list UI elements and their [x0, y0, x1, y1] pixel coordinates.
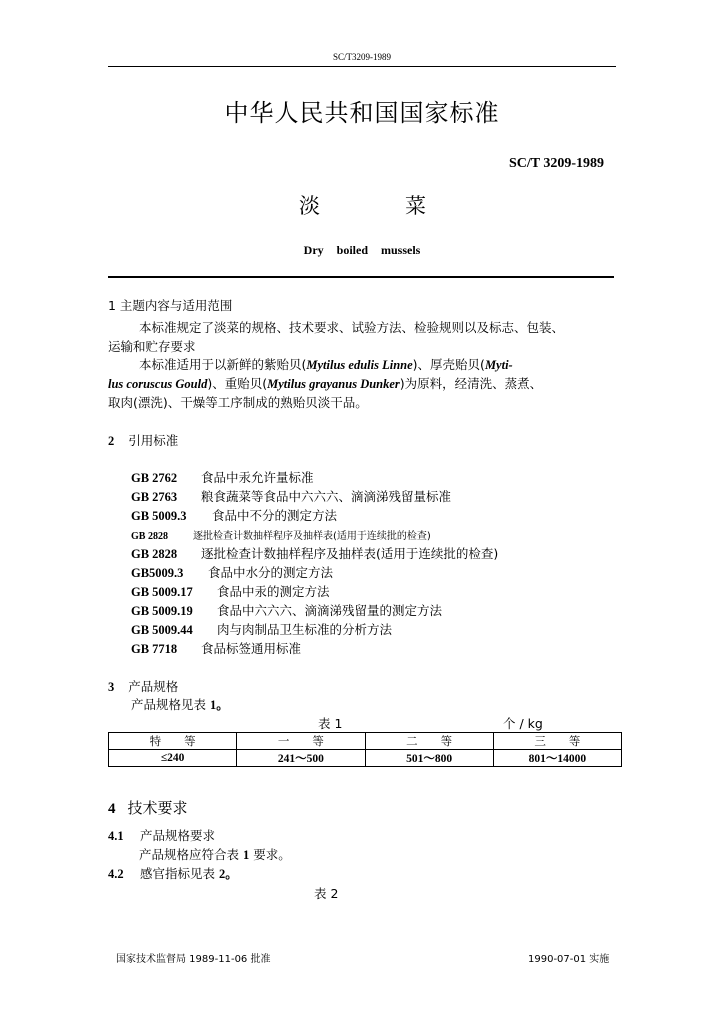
table-header-cell: 一 等	[237, 733, 365, 750]
ref-item: GB 5009.17 食品中汞的测定方法	[131, 584, 330, 599]
running-header: SC/T3209-1989	[332, 52, 391, 62]
standard-name-char1: 淡	[299, 194, 320, 218]
table-header-cell: 特 等	[109, 733, 237, 750]
section-4-1-body: 产品规格应符合表 1 要求。	[139, 847, 291, 862]
section-1-para-2-line-1: 本标准适用于以新鲜的紫贻贝(Mytilus edulis Linne)、厚壳贻贝(Myti-	[139, 357, 513, 372]
title-rule	[108, 276, 614, 278]
ref-item: GB 7718 食品标签通用标准	[131, 641, 302, 656]
ref-item: GB 5009.3 食品中不分的测定方法	[131, 508, 338, 523]
table-header-row	[109, 733, 622, 750]
section-2-heading: 2 引用标准	[108, 433, 179, 448]
section-4-2-heading: 4.2 感官指标见表 2。	[108, 866, 238, 881]
section-4-1-heading: 4.1 产品规格要求	[108, 828, 216, 843]
ref-item: GB 5009.44 肉与肉制品卫生标准的分析方法	[131, 622, 393, 637]
section-1-para-1-line-1: 本标准规定了淡菜的规格、技术要求、试验方法、检验规则以及标志、包装、	[139, 320, 565, 335]
document-title: 中华人民共和国国家标准	[224, 99, 500, 127]
table-header-cell: 三 等	[493, 733, 621, 750]
table-cell: 801～14000	[493, 750, 621, 767]
table-1-caption: 表 1	[318, 716, 343, 731]
ref-item-small: GB 2828 逐批检查计数抽样程序及抽样表(适用于连续批的检查)	[131, 531, 431, 542]
effective-date: 1990-07-01 实施	[528, 954, 610, 965]
table-cell: ≤240	[109, 750, 237, 767]
table-cell: 501～800	[365, 750, 493, 767]
table-2-caption: 表 2	[314, 886, 339, 901]
ref-item: GB 5009.19 食品中六六六、滴滴涕残留量的测定方法	[131, 603, 443, 618]
ref-item: GB 2762 食品中汞允许量标准	[131, 470, 314, 485]
section-4-heading: 4 技术要求	[108, 799, 188, 817]
section-1-heading: 1 主题内容与适用范围	[108, 298, 233, 313]
ref-item: GB 2828 逐批检查计数抽样程序及抽样表(适用于连续批的检查)	[131, 546, 499, 561]
table-1-unit: 个 / kg	[503, 716, 543, 731]
header-rule	[108, 66, 616, 67]
section-3-body: 产品规格见表 1。	[131, 697, 229, 712]
table-header-cell: 二 等	[365, 733, 493, 750]
approval-date: 国家技术监督局 1989-11-06 批准	[116, 954, 271, 965]
section-1-para-2-line-2: lus coruscus Gould)、重贻贝(Mytilus grayanus Dunker)为原料，经清洗、蒸煮、	[108, 376, 543, 391]
table-cell: 241～500	[237, 750, 365, 767]
standard-code: SC/T 3209-1989	[508, 156, 604, 171]
ref-item: GB5009.3 食品中水分的测定方法	[131, 565, 334, 580]
table-row	[109, 750, 622, 767]
section-1-para-2-line-3: 取肉(漂洗)、干燥等工序制成的熟贻贝淡干品。	[108, 395, 368, 410]
spec-table	[108, 732, 622, 767]
ref-item: GB 2763 粮食蔬菜等食品中六六六、滴滴涕残留量标准	[131, 489, 452, 504]
section-3-heading: 3 产品规格	[108, 679, 179, 694]
english-name: Dry boiled mussels	[303, 243, 421, 257]
section-1-para-1-line-2: 运输和贮存要求	[108, 339, 196, 354]
standard-name-char2: 菜	[405, 194, 426, 218]
